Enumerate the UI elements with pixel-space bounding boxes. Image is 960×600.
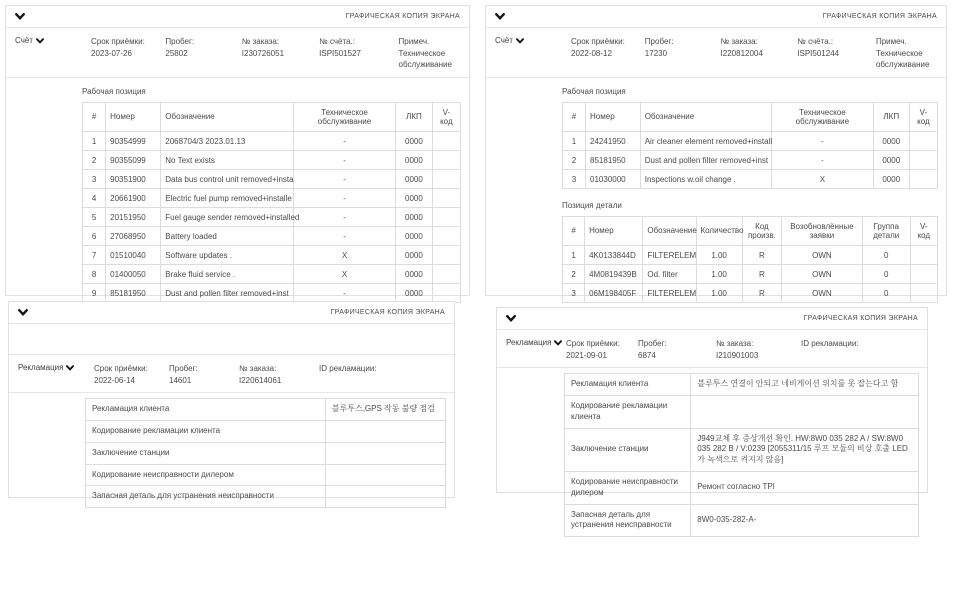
field-claim-id: ID рекламации: [801, 339, 859, 348]
table-cell [432, 265, 460, 284]
field-note: Примеч. Техническое обслуживание [398, 37, 452, 70]
table-cell: R [742, 284, 781, 303]
table-cell [432, 170, 460, 189]
table-cell: - [293, 151, 395, 170]
table-cell [432, 189, 460, 208]
table-cell: 5 [83, 208, 106, 227]
table-cell: - [293, 208, 395, 227]
table-cell: 1 [563, 132, 586, 151]
table-row [563, 246, 938, 265]
work-positions-title: Рабочая позиция [562, 87, 626, 96]
invoice-header [6, 28, 469, 78]
table-cell: 0000 [396, 227, 433, 246]
field-intake-date: Срок приёмки: 2023-07-26 [91, 37, 145, 58]
table-cell: Battery loaded [161, 227, 294, 246]
table-head [563, 217, 938, 246]
column-header: Техническое обслуживание [772, 103, 873, 132]
field-mileage: Пробег: 6874 [638, 339, 667, 360]
field-mileage: Пробег: 14601 [169, 364, 198, 385]
panel-body [486, 87, 946, 303]
table-cell: 01510040 [106, 246, 161, 265]
table-cell: 9 [83, 284, 106, 303]
table-cell: Dust and pollen filter removed+inst [161, 284, 294, 303]
table-cell: 0000 [396, 246, 433, 265]
screen-copy-label: ГРАФИЧЕСКАЯ КОПИЯ ЭКРАНА [822, 13, 937, 20]
table-cell: OWN [782, 246, 863, 265]
claim-field-value: 블루투스,GPS 작동 불량 점검 [325, 399, 445, 421]
table-cell: 06M198405F [585, 284, 643, 303]
table-cell: - [293, 227, 395, 246]
table-row [563, 132, 938, 151]
table-cell [432, 227, 460, 246]
column-header: Обозначение [640, 103, 771, 132]
table-cell: 90351900 [106, 170, 161, 189]
table-row [563, 265, 938, 284]
collapse-chevron-down-icon[interactable] [18, 309, 28, 316]
table-cell: - [293, 189, 395, 208]
table-cell [910, 284, 937, 303]
invoice-panel-2 [485, 5, 947, 296]
field-order-number: № заказа: I220812004 [720, 37, 763, 58]
table-cell: Od. filter [643, 265, 696, 284]
claim-field-label: Запасная деталь для устранения неисправности [565, 504, 691, 537]
empty-section-strip [9, 324, 454, 355]
column-header: V-код [910, 217, 937, 246]
table-cell: 2 [563, 265, 585, 284]
claim-row [86, 420, 446, 442]
section-toggle-invoice[interactable] [495, 36, 571, 45]
panel-topbar [9, 302, 454, 324]
panel-body [6, 87, 469, 303]
claim-row [565, 428, 919, 471]
table-cell: 4K0133844D [585, 246, 643, 265]
table-header-row [83, 103, 461, 132]
claim-table-body [86, 399, 446, 508]
claim-field-label: Рекламация клиента [86, 399, 326, 421]
claim-panel-2 [496, 307, 928, 530]
section-toggle-claim[interactable] [18, 363, 94, 372]
claim-field-label: Кодирование неисправности дилером [565, 471, 691, 504]
table-cell: No Text exists [161, 151, 294, 170]
claim-row [565, 504, 919, 537]
section-toggle-claim[interactable] [506, 338, 566, 347]
table-cell: FILTERELEM [643, 246, 696, 265]
table-row [83, 284, 461, 303]
screen-copy-label: ГРАФИЧЕСКАЯ КОПИЯ ЭКРАНА [330, 309, 445, 316]
chevron-down-icon [66, 365, 74, 371]
table-cell: X [293, 265, 395, 284]
table-cell: FILTERELEM [643, 284, 696, 303]
table-cell: 85181950 [106, 284, 161, 303]
table-cell: 6 [83, 227, 106, 246]
table-cell: 0000 [873, 170, 909, 189]
table-cell: 4M0819439B [585, 265, 643, 284]
table-cell: 01030000 [586, 170, 641, 189]
claim-row [565, 471, 919, 504]
claim-panel-1 [8, 301, 455, 501]
claim-table [564, 373, 919, 537]
parts-positions-title: Позиция детали [562, 201, 622, 211]
claim-field-label: Заключение станции [565, 428, 691, 471]
claim-field-value [325, 486, 445, 508]
table-cell: 2 [563, 151, 586, 170]
table-header-row [563, 103, 938, 132]
column-header: Группа детали [862, 217, 910, 246]
collapse-chevron-down-icon[interactable] [15, 13, 25, 20]
column-header: V-код [909, 103, 937, 132]
table-cell [910, 246, 937, 265]
table-cell: 85181950 [586, 151, 641, 170]
field-order-number: № заказа: I230726051 [241, 37, 285, 58]
column-header: # [563, 217, 585, 246]
table-row [563, 170, 938, 189]
claim-header [497, 330, 927, 368]
claim-field-value [325, 442, 445, 464]
table-row [83, 132, 461, 151]
collapse-chevron-down-icon[interactable] [495, 13, 505, 20]
table-cell: 0000 [396, 189, 433, 208]
table-row [83, 265, 461, 284]
section-label: Рекламация [506, 338, 552, 347]
table-cell: Software updates . [161, 246, 294, 265]
table-row [83, 246, 461, 265]
table-cell: 90354999 [106, 132, 161, 151]
table-cell: 27068950 [106, 227, 161, 246]
column-header: Возобновлённые заявки [782, 217, 863, 246]
table-cell: 0000 [396, 132, 433, 151]
column-header: # [563, 103, 586, 132]
table-cell: 0000 [396, 284, 433, 303]
table-cell: Air cleaner element removed+install [640, 132, 771, 151]
table-cell: 90355099 [106, 151, 161, 170]
column-header: Номер [586, 103, 641, 132]
table-cell: - [772, 132, 873, 151]
table-body [83, 132, 461, 303]
field-claim-id: ID рекламации: [319, 364, 377, 373]
table-cell: 0000 [873, 132, 909, 151]
table-cell [909, 132, 937, 151]
header-fields [94, 363, 445, 386]
section-toggle-invoice[interactable] [15, 36, 91, 45]
chevron-down-icon [554, 340, 562, 346]
table-cell: 1.00 [696, 284, 742, 303]
table-row [83, 227, 461, 246]
claim-row [565, 395, 919, 428]
table-cell: 0 [862, 284, 910, 303]
table-row [563, 151, 938, 170]
claim-row [86, 464, 446, 486]
table-cell: 2 [83, 151, 106, 170]
table-cell: Fuel gauge sender removed+installed [161, 208, 294, 227]
table-cell [432, 132, 460, 151]
claim-table-body [565, 374, 919, 537]
table-cell [432, 208, 460, 227]
screen-copy-label: ГРАФИЧЕСКАЯ КОПИЯ ЭКРАНА [803, 315, 918, 322]
table-cell: 1.00 [696, 265, 742, 284]
section-label: Рекламация [18, 363, 64, 372]
claim-field-label: Рекламация клиента [565, 374, 691, 396]
table-head [83, 103, 461, 132]
table-cell: X [293, 246, 395, 265]
claim-field-label: Заключение станции [86, 442, 326, 464]
invoice-panel-1 [5, 5, 470, 296]
table-cell: 20661900 [106, 189, 161, 208]
claim-field-label: Кодирование рекламации клиента [86, 420, 326, 442]
claim-row [86, 442, 446, 464]
column-header: # [83, 103, 106, 132]
claim-field-value: J949교체 후 증상개선 확인. HW:8W0 035 282 A / SW:8W0 035 282 B / V:0239 [2055311/15 루프 모듈의 비상 호출 LED가 녹색으로 켜지지 않음] [691, 428, 919, 471]
table-cell [909, 170, 937, 189]
field-note: Примеч. Техническое обслуживание [875, 37, 930, 70]
invoice-header [486, 28, 946, 78]
table-cell: 0000 [396, 151, 433, 170]
table-cell: R [742, 246, 781, 265]
claim-field-label: Кодирование рекламации клиента [565, 395, 691, 428]
column-header: Номер [106, 103, 161, 132]
table-cell: Inspections w.oil change . [640, 170, 771, 189]
table-cell: - [293, 170, 395, 189]
panel-body [9, 398, 454, 508]
work-positions-table [82, 102, 461, 303]
table-cell: - [293, 132, 395, 151]
field-order-number: № заказа: I210901003 [716, 339, 759, 360]
table-cell [432, 246, 460, 265]
table-cell [910, 265, 937, 284]
table-row [83, 170, 461, 189]
table-cell: 4 [83, 189, 106, 208]
claim-field-value [325, 420, 445, 442]
claim-field-value: Ремонт согласно TPI [691, 471, 919, 504]
field-intake-date: Срок приёмки: 2022-08-12 [571, 37, 625, 58]
work-positions-table [562, 102, 938, 189]
claim-header [9, 355, 454, 393]
panel-topbar [6, 6, 469, 28]
table-head [563, 103, 938, 132]
table-cell: 01400050 [106, 265, 161, 284]
field-intake-date: Срок приёмки: 2021-09-01 [566, 339, 620, 360]
table-cell: Data bus control unit removed+insta [161, 170, 294, 189]
table-cell: 7 [83, 246, 106, 265]
table-cell: X [772, 170, 873, 189]
table-cell: 0 [862, 265, 910, 284]
field-mileage: Пробег: 25802 [165, 37, 195, 58]
table-cell: 0 [862, 246, 910, 265]
table-cell: 20151950 [106, 208, 161, 227]
chevron-down-icon [36, 38, 44, 44]
column-header: Количество [696, 217, 742, 246]
column-header: Обозначение [643, 217, 696, 246]
parts-positions-table [562, 216, 938, 303]
table-cell: Brake fluid service . [161, 265, 294, 284]
table-cell: 3 [83, 170, 106, 189]
table-header-row [563, 217, 938, 246]
column-header: ЛКП [873, 103, 909, 132]
field-order-number: № заказа: I220614061 [239, 364, 282, 385]
column-header: ЛКП [396, 103, 433, 132]
table-cell: OWN [782, 284, 863, 303]
table-cell: 0000 [396, 170, 433, 189]
table-row [83, 189, 461, 208]
column-header: Номер [585, 217, 643, 246]
table-cell: Dust and pollen filter removed+inst [640, 151, 771, 170]
work-positions-title: Рабочая позиция [82, 87, 146, 96]
field-invoice-number: № счёта.: ISPI501244 [797, 37, 840, 58]
panel-topbar [497, 308, 927, 330]
collapse-chevron-down-icon[interactable] [506, 315, 516, 322]
header-fields [571, 36, 937, 71]
table-row [83, 208, 461, 227]
column-header: V-код [432, 103, 460, 132]
field-intake-date: Срок приёмки: 2022-06-14 [94, 364, 148, 385]
column-header: Техническое обслуживание [293, 103, 395, 132]
section-label: Счёт [495, 36, 513, 45]
table-cell [432, 151, 460, 170]
claim-row [86, 486, 446, 508]
table-cell: R [742, 265, 781, 284]
screen-copy-label: ГРАФИЧЕСКАЯ КОПИЯ ЭКРАНА [345, 13, 460, 20]
field-invoice-number: № счёта.: ISPI501527 [319, 37, 361, 58]
table-cell [432, 284, 460, 303]
claim-table [85, 398, 446, 508]
field-mileage: Пробег: 17230 [644, 37, 674, 58]
claim-row [565, 374, 919, 396]
header-fields [566, 338, 918, 361]
table-cell: - [772, 151, 873, 170]
column-header: Обозначение [161, 103, 294, 132]
table-cell: 1 [563, 246, 585, 265]
table-cell: 3 [563, 284, 585, 303]
table-cell: Electric fuel pump removed+installe [161, 189, 294, 208]
claim-field-value [325, 464, 445, 486]
table-cell [909, 151, 937, 170]
claim-field-label: Запасная деталь для устранения неисправности [86, 486, 326, 508]
claim-field-label: Кодирование неисправности дилером [86, 464, 326, 486]
section-label: Счёт [15, 36, 33, 45]
table-cell: 0000 [396, 208, 433, 227]
table-body [563, 246, 938, 303]
header-fields [91, 36, 460, 71]
chevron-down-icon [516, 38, 524, 44]
table-row [563, 284, 938, 303]
table-cell: 2068704/3 2023.01.13 [161, 132, 294, 151]
claim-field-value: 8W0-035-282-A- [691, 504, 919, 537]
table-cell: 24241950 [586, 132, 641, 151]
table-cell: 8 [83, 265, 106, 284]
table-cell: 1 [83, 132, 106, 151]
table-row [83, 151, 461, 170]
claim-row [86, 399, 446, 421]
panel-topbar [486, 6, 946, 28]
table-cell: 1.00 [696, 246, 742, 265]
table-cell: OWN [782, 265, 863, 284]
panel-body [497, 373, 927, 537]
table-body [563, 132, 938, 189]
table-cell: 3 [563, 170, 586, 189]
claim-field-value [691, 395, 919, 428]
table-cell: 0000 [396, 265, 433, 284]
table-cell: 0000 [873, 151, 909, 170]
claim-field-value: 블루투스 연결이 안되고 네비게이션 위치를 못 잡는다고 함 [691, 374, 919, 396]
column-header: Код произв. [742, 217, 781, 246]
table-cell: - [293, 284, 395, 303]
